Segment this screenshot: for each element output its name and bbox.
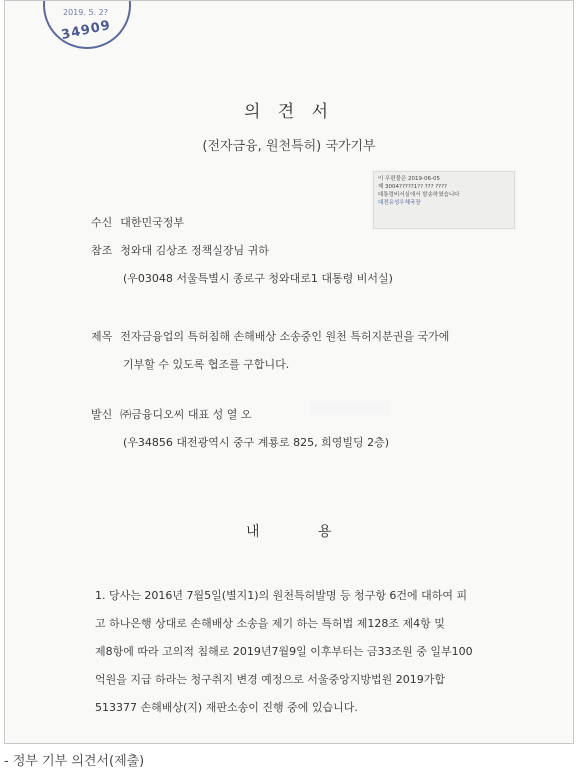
body-line: 제8항에 따라 고의적 침해로 2019년7월9일 이후부터는 금33조원 중 일부100 xyxy=(95,645,473,658)
recipient-label: 수신 xyxy=(91,216,113,229)
document-title: 의 견 서 xyxy=(243,102,335,122)
sender-value: ㈜금융디오씨 대표 성 열 오 xyxy=(120,408,252,421)
postal-stamp xyxy=(43,0,131,49)
receipt-line: 제 3004?????1?? ??? ???? xyxy=(378,184,447,190)
receipt-label xyxy=(373,171,515,229)
body-line: 억원을 지급 하라는 청구취지 변경 예정으로 서울중앙지방법원 2019가합 xyxy=(95,673,445,686)
body-line: 1. 당사는 2016년 7월5일(별지1)의 원천특허발명 등 청구항 6건에 대하여 피 xyxy=(95,589,468,602)
sender-address: (우34856 대전광역시 중구 계룡로 825, 희영빌딩 2층) xyxy=(123,436,390,449)
document-page xyxy=(4,0,574,744)
sender-row xyxy=(91,406,252,422)
redacted-area xyxy=(309,401,389,415)
subject-line-1: 전자금융업의 특허침해 손해배상 소송중인 원천 특허지분권을 국가에 xyxy=(120,330,450,343)
image-caption: - 정부 기부 의견서(제출) xyxy=(4,754,145,769)
subject-label: 제목 xyxy=(91,330,113,343)
body-line: 고 하나은행 상대로 손해배상 소송을 제기 하는 특허법 제128조 제4항 및 xyxy=(95,617,445,630)
receipt-line: 이 우편물은 2019-06-05 xyxy=(378,176,441,182)
subject-line-2: 기부할 수 있도록 협조를 구합니다. xyxy=(123,358,290,371)
sender-label: 발신 xyxy=(91,408,113,421)
reference-row xyxy=(91,242,269,258)
reference-label: 참조 xyxy=(91,244,113,257)
document-subtitle: (전자금융, 원천특허) 국가기부 xyxy=(202,139,376,154)
stamp-date: 2019. 5. 2? xyxy=(63,8,108,17)
body-line: 513377 손해배상(지) 재판소송이 진행 중에 있습니다. xyxy=(95,701,358,714)
content-heading-char: 용 xyxy=(318,524,332,540)
recipient-row xyxy=(91,214,184,230)
reference-value: 청와대 김상조 정책실장님 귀하 xyxy=(120,244,269,257)
receipt-line: 대전유성우체국장 xyxy=(378,200,421,206)
reference-address: (우03048 서울특별시 종로구 청와대로1 대통령 비서실) xyxy=(123,272,393,285)
subject-row xyxy=(91,328,449,344)
stamp-number: 34909 xyxy=(59,17,113,44)
recipient-value: 대한민국정부 xyxy=(120,216,185,229)
receipt-line: 대통령비서실에서 발송하였습니다 xyxy=(378,192,460,198)
content-heading-char: 내 xyxy=(246,524,260,540)
